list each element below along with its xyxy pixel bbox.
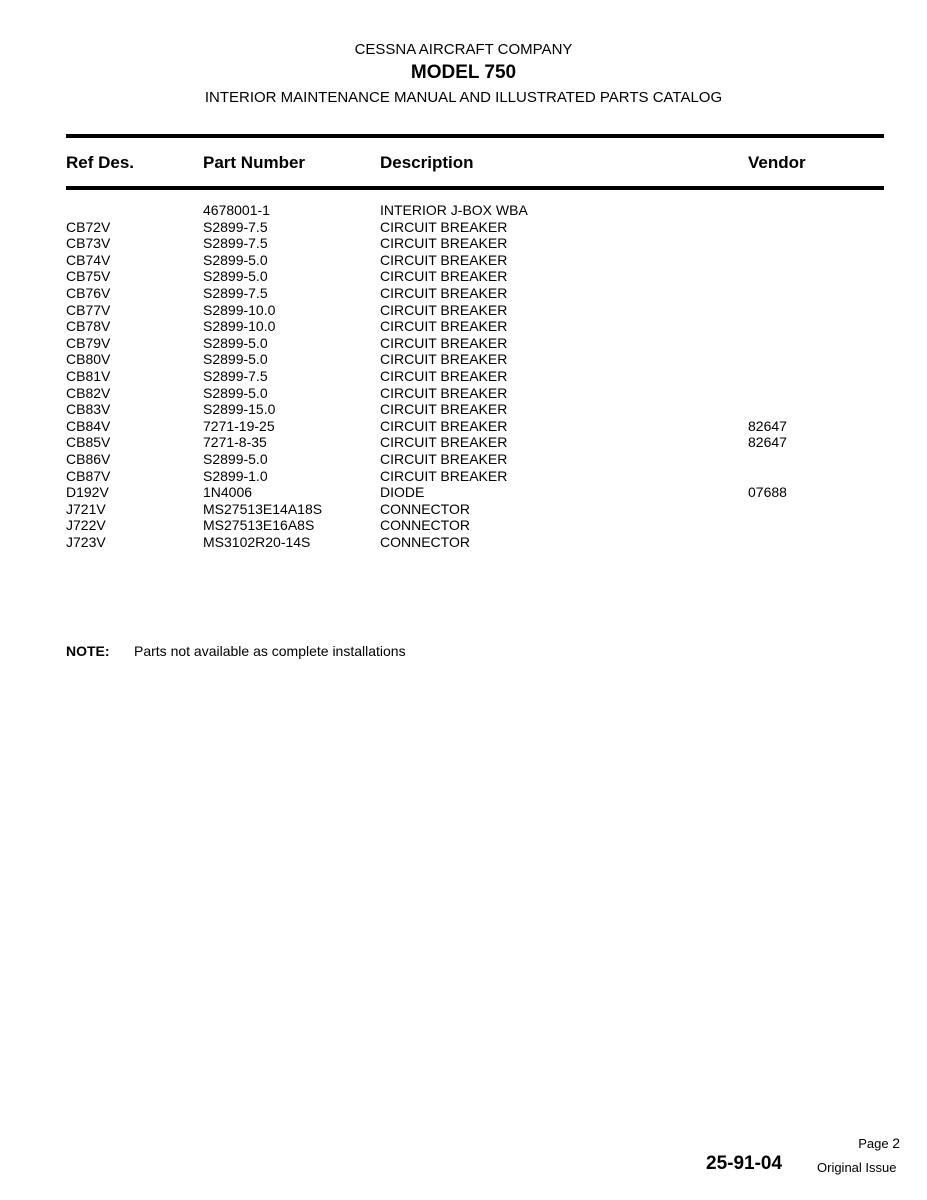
part-number-cell: 7271-8-35 — [203, 434, 267, 451]
description-cell: CIRCUIT BREAKER — [380, 351, 508, 368]
part-number-cell: S2899-5.0 — [203, 351, 268, 368]
ref-des-cell: CB81V — [66, 367, 111, 384]
description-cell: CIRCUIT BREAKER — [380, 251, 508, 268]
ref-des-cell: CB87V — [66, 467, 111, 484]
ref-des-cell: CB85V — [66, 434, 111, 451]
ref-des-cell: CB74V — [66, 251, 111, 268]
table-row — [0, 285, 927, 302]
ref-des-cell: CB75V — [66, 268, 111, 285]
description-cell: CIRCUIT BREAKER — [380, 384, 508, 401]
column-header-vendor: Vendor — [748, 153, 806, 172]
table-row — [0, 252, 927, 269]
note-text: Parts not available as complete installations — [134, 643, 406, 659]
table-row — [0, 418, 927, 435]
table-row — [0, 219, 927, 236]
ref-des-cell: CB84V — [66, 417, 111, 434]
part-number-cell: 4678001-1 — [203, 202, 270, 218]
description-cell: CIRCUIT BREAKER — [380, 467, 508, 484]
ref-des-cell: CB79V — [66, 334, 111, 351]
table-row — [0, 385, 927, 402]
ref-des-cell: CB80V — [66, 351, 111, 368]
table-row — [0, 401, 927, 418]
table-row — [0, 451, 927, 468]
part-number-cell: S2899-7.5 — [203, 284, 268, 301]
note-label: NOTE: — [66, 643, 110, 659]
document-number: 25-91-04 — [706, 1153, 783, 1174]
vendor-cell: 07688 — [748, 484, 787, 501]
part-number-cell: S2899-5.0 — [203, 334, 268, 351]
ref-des-cell: CB86V — [66, 450, 111, 467]
parts-table-body — [0, 202, 927, 550]
company-name: CESSNA AIRCRAFT COMPANY — [354, 41, 573, 58]
description-cell: CONNECTOR — [380, 517, 470, 534]
ref-des-cell: CB72V — [66, 218, 111, 235]
table-row — [0, 434, 927, 451]
table-row — [0, 268, 927, 285]
description-cell: CONNECTOR — [380, 533, 470, 550]
part-number-cell: S2899-5.0 — [203, 384, 268, 401]
part-number-cell: 1N4006 — [203, 484, 253, 501]
description-cell: CIRCUIT BREAKER — [380, 318, 508, 335]
page-indicator — [858, 1135, 900, 1151]
vendor-cell: 82647 — [748, 417, 787, 434]
part-number-cell: S2899-7.5 — [203, 218, 268, 235]
description-cell: CIRCUIT BREAKER — [380, 268, 508, 285]
description-cell: CIRCUIT BREAKER — [380, 450, 508, 467]
part-number-cell: MS27513E16A8S — [203, 517, 315, 534]
issue-status: Original Issue — [817, 1160, 897, 1175]
part-number-cell: S2899-5.0 — [203, 450, 268, 467]
table-row — [0, 335, 927, 352]
column-header-part-number: Part Number — [203, 153, 306, 172]
table-row — [0, 302, 927, 319]
ref-des-cell: J721V — [66, 500, 106, 517]
table-row — [0, 235, 927, 252]
description-cell: CIRCUIT BREAKER — [380, 417, 508, 434]
table-row — [0, 202, 927, 219]
model-title: MODEL 750 — [410, 62, 517, 83]
part-number-cell: S2899-15.0 — [203, 401, 276, 418]
ref-des-cell: CB78V — [66, 318, 111, 335]
ref-des-cell: D192V — [66, 484, 109, 501]
description-cell: INTERIOR J-BOX WBA — [380, 202, 528, 218]
description-cell: CIRCUIT BREAKER — [380, 334, 508, 351]
vendor-cell: 82647 — [748, 434, 787, 451]
part-number-cell: S2899-10.0 — [203, 301, 276, 318]
description-cell: CIRCUIT BREAKER — [380, 367, 508, 384]
description-cell: CIRCUIT BREAKER — [380, 401, 508, 418]
ref-des-cell: CB82V — [66, 384, 111, 401]
ref-des-cell: J723V — [66, 533, 106, 550]
ref-des-cell: CB83V — [66, 401, 111, 418]
column-header-description: Description — [380, 153, 474, 172]
part-number-cell: 7271-19-25 — [203, 417, 275, 434]
part-number-cell: S2899-7.5 — [203, 367, 268, 384]
part-number-cell: MS27513E14A18S — [203, 500, 323, 517]
table-row — [0, 368, 927, 385]
page-number: 2 — [892, 1135, 900, 1151]
table-row — [0, 534, 927, 551]
page-label: Page — [858, 1136, 889, 1151]
ref-des-cell: CB76V — [66, 284, 111, 301]
table-row — [0, 351, 927, 368]
part-number-cell: S2899-7.5 — [203, 235, 268, 252]
description-cell: CIRCUIT BREAKER — [380, 284, 508, 301]
table-row — [0, 484, 927, 501]
description-cell: CIRCUIT BREAKER — [380, 301, 508, 318]
description-cell: CIRCUIT BREAKER — [380, 218, 508, 235]
description-cell: CONNECTOR — [380, 500, 470, 517]
ref-des-cell: CB73V — [66, 235, 111, 252]
description-cell: CIRCUIT BREAKER — [380, 235, 508, 252]
part-number-cell: S2899-5.0 — [203, 251, 268, 268]
ref-des-cell: CB77V — [66, 301, 111, 318]
description-cell: CIRCUIT BREAKER — [380, 434, 508, 451]
header-top-rule — [66, 134, 884, 138]
column-header-ref-des: Ref Des. — [66, 153, 135, 172]
part-number-cell: S2899-10.0 — [203, 318, 276, 335]
manual-subtitle: INTERIOR MAINTENANCE MANUAL AND ILLUSTRATED PARTS CATALOG — [204, 89, 723, 106]
table-row — [0, 517, 927, 534]
table-row — [0, 468, 927, 485]
part-number-cell: S2899-1.0 — [203, 467, 268, 484]
part-number-cell: S2899-5.0 — [203, 268, 268, 285]
ref-des-cell: J722V — [66, 517, 106, 534]
description-cell: DIODE — [380, 484, 425, 501]
table-row — [0, 501, 927, 518]
header-bottom-rule — [66, 186, 884, 190]
part-number-cell: MS3102R20-14S — [203, 533, 311, 550]
table-row — [0, 318, 927, 335]
